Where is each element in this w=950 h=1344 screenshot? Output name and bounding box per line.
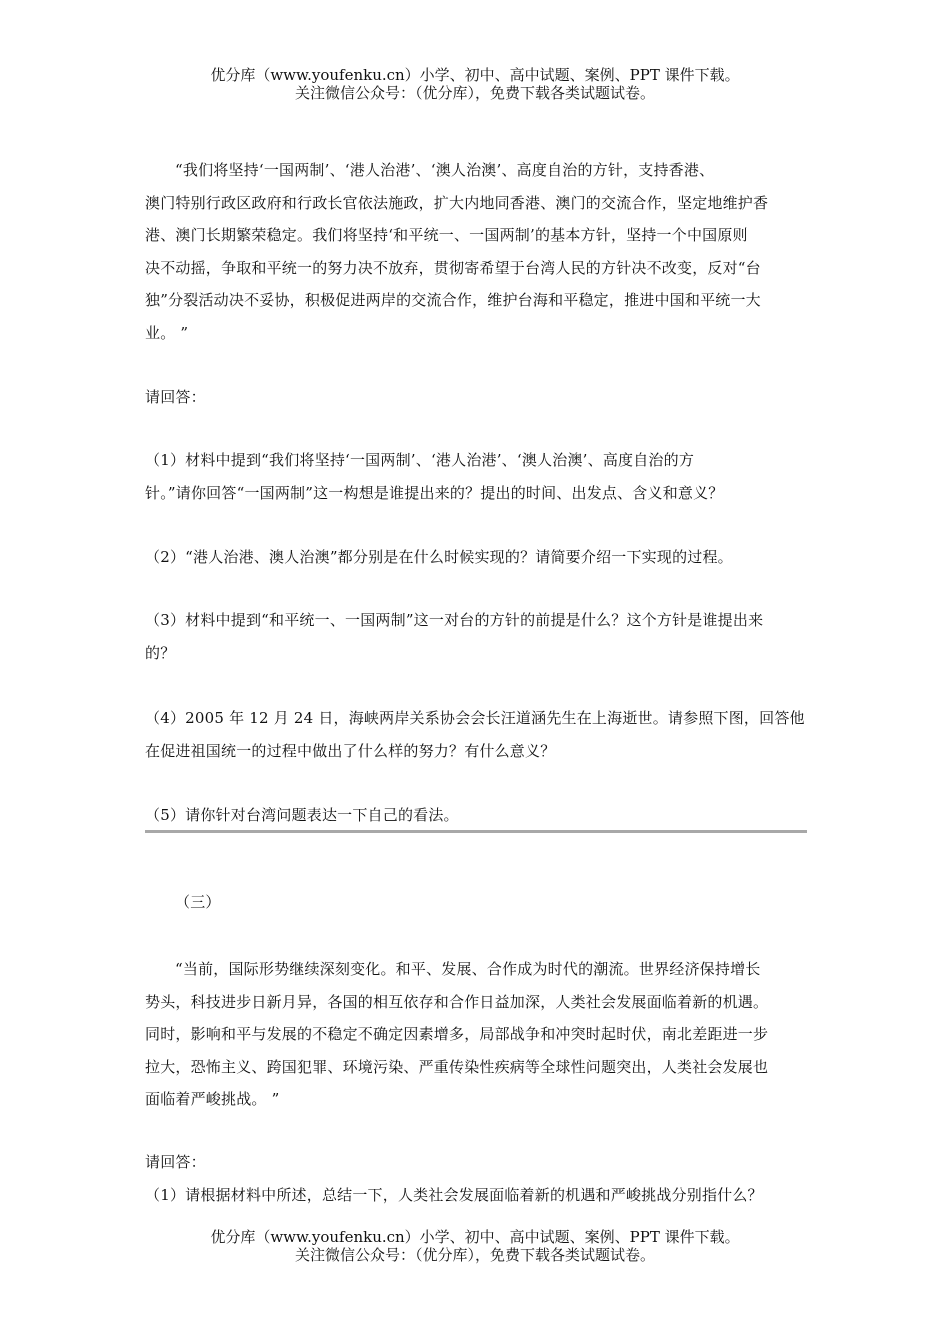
quote-line: 决不动摇，争取和平统一的努力决不放弃，贯彻寄希望于台湾人民的方针决不改变，反对“台 <box>145 258 761 277</box>
question-4 <box>145 702 810 767</box>
quote-paragraph-2 <box>145 154 810 350</box>
question-3-1: （1）请根据材料中所述，总结一下，人类社会发展面临着新的机遇和严峻挑战分别指什么？ <box>145 1186 763 1204</box>
question-line: 针。”请你回答“一国两制”这一构想是谁提出来的？提出的时间、出发点、含义和意义？ <box>145 483 724 502</box>
question-2: （2）“港人治港、澳人治澳”都分别是在什么时候实现的？请简要介绍一下实现的过程。 <box>145 548 733 566</box>
quote-line: “当前，国际形势继续深刻变化。和平、发展、合作成为时代的潮流。世界经济保持增长 <box>175 960 761 978</box>
footer-line-2: 关注微信公众号：（优分库），免费下载各类试题试卷。 <box>294 1246 655 1264</box>
quote-line: 澳门特别行政区政府和行政长官依法施政，扩大内地同香港、澳门的交流合作，坚定地维护香 <box>145 193 769 212</box>
section-divider <box>145 830 807 833</box>
quote-line: 业。 ” <box>145 323 189 342</box>
section-label: （三） <box>175 893 221 911</box>
answer-prompt: 请回答： <box>145 388 206 406</box>
question-5: （5）请你针对台湾问题表达一下自己的看法。 <box>145 806 459 824</box>
question-line: 的？ <box>145 643 176 662</box>
quote-line: “我们将坚持‘一国两制’、‘港人治港’、‘澳人治澳’、高度自治的方针，支持香港、 <box>175 161 715 179</box>
quote-line: 港、澳门长期繁荣稳定。我们将坚持‘和平统一、一国两制’的基本方针，坚持一个中国原则 <box>145 226 748 245</box>
quote-line: 同时，影响和平与发展的不稳定不确定因素增多，局部战争和冲突时起时伏，南北差距进一步 <box>145 1025 769 1044</box>
question-line: 在促进祖国统一的过程中做出了什么样的努力？有什么意义？ <box>145 741 556 760</box>
footer-line-1: 优分库（www.youfenku.cn）小学、初中、高中试题、案例、PPT 课件下载。 <box>210 1228 740 1246</box>
question-line: （1）材料中提到“我们将坚持‘一国两制’、‘港人治港’、‘澳人治澳’、高度自治的方 <box>145 451 695 469</box>
page-header <box>0 66 950 102</box>
section-3-label <box>145 886 810 919</box>
quote-line: 拉大，恐怖主义、跨国犯罪、环境污染、严重传染性疾病等全球性问题突出，人类社会发展也 <box>145 1057 769 1076</box>
header-line-2: 关注微信公众号：（优分库），免费下载各类试题试卷。 <box>294 84 655 102</box>
answer-prompt-3: 请回答： <box>145 1153 206 1171</box>
header-line-1: 优分库（www.youfenku.cn）小学、初中、高中试题、案例、PPT 课件下载。 <box>210 66 740 84</box>
quote-line: 独”分裂活动决不妥协，积极促进两岸的交流合作，维护台海和平稳定，推进中国和平统一大 <box>145 291 761 310</box>
question-3 <box>145 604 810 669</box>
question-line: （3）材料中提到“和平统一、一国两制”这一对台的方针的前提是什么？这个方针是谁提出来 <box>145 611 764 629</box>
quote-line: 势头，科技进步日新月异，各国的相互依存和合作日益加深，人类社会发展面临着新的机遇。 <box>145 992 769 1011</box>
question-1 <box>145 444 810 509</box>
quote-line: 面临着严峻挑战。 ” <box>145 1090 280 1109</box>
quote-paragraph-3 <box>145 953 810 1116</box>
page-footer <box>0 1228 950 1264</box>
question-line: （4）2005 年 12 月 24 日，海峡两岸关系协会会长汪道涵先生在上海逝世。请参照下图，回答他 <box>145 709 805 727</box>
